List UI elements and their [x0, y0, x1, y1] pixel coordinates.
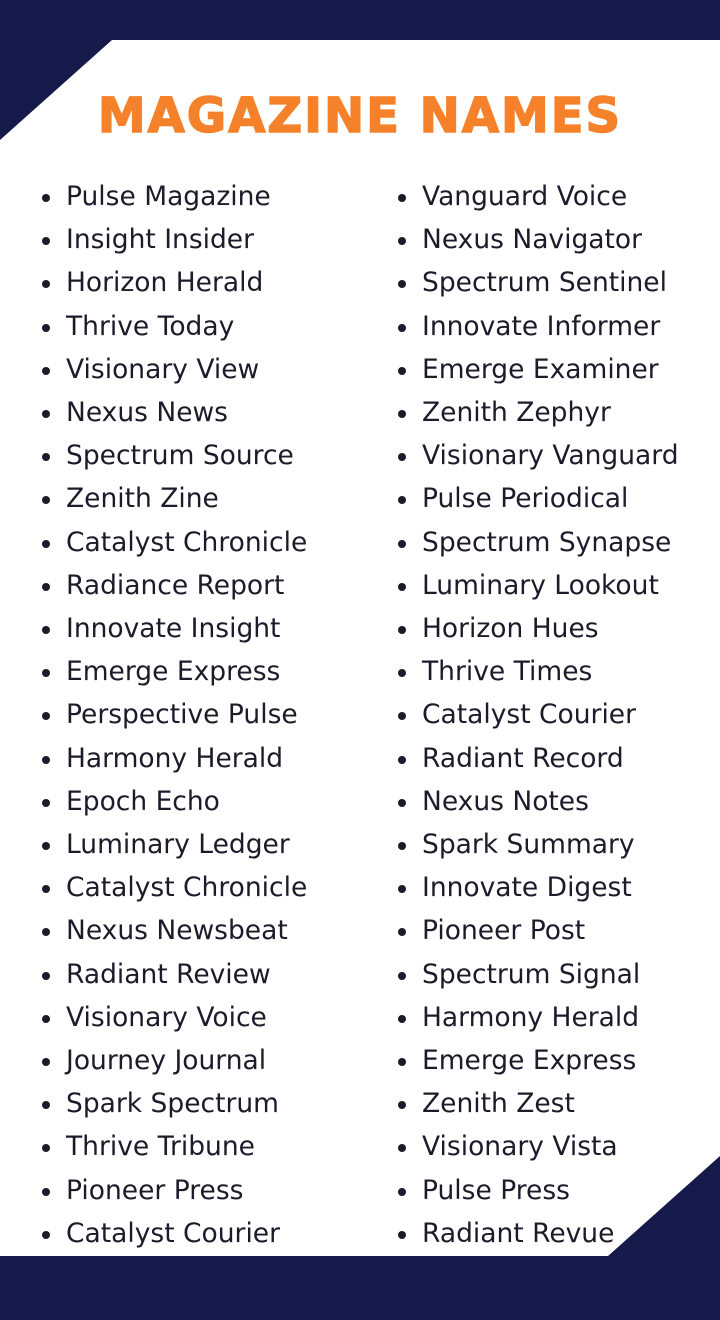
list-item: Emerge Express — [390, 1039, 720, 1082]
list-item: Visionary View — [34, 348, 360, 391]
list-item: Thrive Today — [34, 305, 360, 348]
list-item: Nexus Navigator — [390, 218, 720, 261]
list-item: Radiant Revue — [390, 1212, 720, 1255]
list-item: Pioneer Press — [34, 1169, 360, 1212]
list-item: Nexus News — [34, 391, 360, 434]
left-list — [34, 175, 360, 1255]
list-item: Harmony Herald — [34, 737, 360, 780]
list-item: Zenith Zest — [390, 1082, 720, 1125]
left-column — [0, 175, 360, 1255]
list-item: Luminary Lookout — [390, 564, 720, 607]
list-item: Visionary Vanguard — [390, 434, 720, 477]
list-item: Zenith Zephyr — [390, 391, 720, 434]
page-title: MAGAZINE NAMES — [97, 88, 623, 144]
list-item: Radiant Record — [390, 737, 720, 780]
list-item: Horizon Herald — [34, 261, 360, 304]
list-item: Spectrum Signal — [390, 953, 720, 996]
list-item: Thrive Times — [390, 650, 720, 693]
list-item: Catalyst Courier — [34, 1212, 360, 1255]
list-item: Emerge Examiner — [390, 348, 720, 391]
list-item: Spectrum Sentinel — [390, 261, 720, 304]
list-item: Catalyst Courier — [390, 693, 720, 736]
list-item: Catalyst Chronicle — [34, 521, 360, 564]
list-item: Luminary Ledger — [34, 823, 360, 866]
list-item: Vanguard Voice — [390, 175, 720, 218]
list-item: Visionary Voice — [34, 996, 360, 1039]
list-item: Nexus Newsbeat — [34, 909, 360, 952]
list-item: Spectrum Source — [34, 434, 360, 477]
name-lists — [0, 175, 720, 1255]
list-item: Spark Spectrum — [34, 1082, 360, 1125]
list-item: Perspective Pulse — [34, 693, 360, 736]
list-item: Innovate Informer — [390, 305, 720, 348]
list-item: Innovate Insight — [34, 607, 360, 650]
list-item: Horizon Hues — [390, 607, 720, 650]
list-item: Epoch Echo — [34, 780, 360, 823]
list-item: Nexus Notes — [390, 780, 720, 823]
list-item: Insight Insider — [34, 218, 360, 261]
list-item: Pulse Magazine — [34, 175, 360, 218]
list-item: Visionary Vista — [390, 1125, 720, 1168]
list-item: Radiance Report — [34, 564, 360, 607]
right-column — [360, 175, 720, 1255]
list-item: Zenith Zine — [34, 477, 360, 520]
list-item: Pulse Press — [390, 1169, 720, 1212]
list-item: Pulse Periodical — [390, 477, 720, 520]
right-list — [390, 175, 720, 1255]
list-item: Spectrum Synapse — [390, 521, 720, 564]
list-item: Radiant Review — [34, 953, 360, 996]
list-item: Journey Journal — [34, 1039, 360, 1082]
list-item: Catalyst Chronicle — [34, 866, 360, 909]
list-item: Spark Summary — [390, 823, 720, 866]
list-item: Emerge Express — [34, 650, 360, 693]
list-item: Harmony Herald — [390, 996, 720, 1039]
list-item: Innovate Digest — [390, 866, 720, 909]
list-item: Pioneer Post — [390, 909, 720, 952]
list-item: Thrive Tribune — [34, 1125, 360, 1168]
